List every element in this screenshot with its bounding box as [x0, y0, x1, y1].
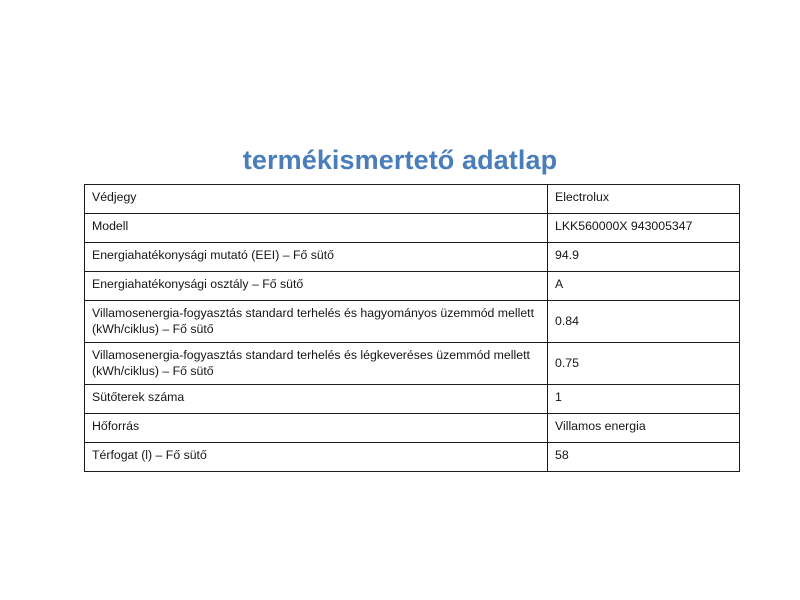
spec-value-text: 1 — [555, 390, 562, 404]
page-title: termékismertető adatlap — [242, 145, 558, 176]
spec-label-text: Sütőterek száma — [92, 390, 185, 404]
spec-value-text: LKK560000X 943005347 — [555, 219, 693, 233]
table-row — [85, 272, 740, 301]
spec-label-cell — [85, 272, 548, 301]
spec-label-cell — [85, 443, 548, 472]
spec-value-cell — [548, 185, 740, 214]
spec-label-cell — [85, 343, 548, 385]
table-body — [85, 185, 740, 472]
spec-label-cell — [85, 414, 548, 443]
spec-label-cell — [85, 214, 548, 243]
spec-value-text: Electrolux — [555, 190, 609, 204]
spec-label-text: Villamosenergia-fogyasztás standard terhelés és légkeveréses üzemmód mellett (kWh/ciklus) – Fő sütő — [92, 348, 530, 378]
table-row — [85, 414, 740, 443]
spec-label-text: Villamosenergia-fogyasztás standard terhelés és hagyományos üzemmód mellett (kWh/ciklus) – Fő sütő — [92, 306, 535, 336]
spec-value-text: Villamos energia — [555, 419, 646, 433]
table-row — [85, 443, 740, 472]
spec-value-cell — [548, 343, 740, 385]
spec-value-cell — [548, 214, 740, 243]
table-row — [85, 243, 740, 272]
table-row — [85, 214, 740, 243]
spec-label-text: Energiahatékonysági osztály – Fő sütő — [92, 277, 304, 291]
product-specification-table — [84, 184, 740, 472]
spec-label-text: Térfogat (l) – Fő sütő — [92, 448, 207, 462]
spec-label-text: Energiahatékonysági mutató (EEI) – Fő sütő — [92, 248, 334, 262]
spec-value-cell — [548, 443, 740, 472]
spec-label-cell — [85, 185, 548, 214]
table-row — [85, 343, 740, 385]
table-row — [85, 185, 740, 214]
spec-value-text: 0.75 — [555, 355, 579, 370]
table-row — [85, 301, 740, 343]
spec-value-cell — [548, 243, 740, 272]
spec-value-cell — [548, 301, 740, 343]
spec-label-text: Modell — [92, 219, 129, 233]
spec-label-cell — [85, 301, 548, 343]
spec-value-cell — [548, 272, 740, 301]
spec-label-cell — [85, 385, 548, 414]
table-row — [85, 385, 740, 414]
spec-label-text: Védjegy — [92, 190, 137, 204]
spec-label-text: Hőforrás — [92, 419, 140, 433]
spec-value-text: 0.84 — [555, 313, 579, 328]
spec-value-text: 94.9 — [555, 248, 579, 262]
spec-value-cell — [548, 414, 740, 443]
spec-value-text: A — [555, 277, 564, 291]
spec-label-cell — [85, 243, 548, 272]
spec-value-text: 58 — [555, 448, 569, 462]
spec-value-cell — [548, 385, 740, 414]
